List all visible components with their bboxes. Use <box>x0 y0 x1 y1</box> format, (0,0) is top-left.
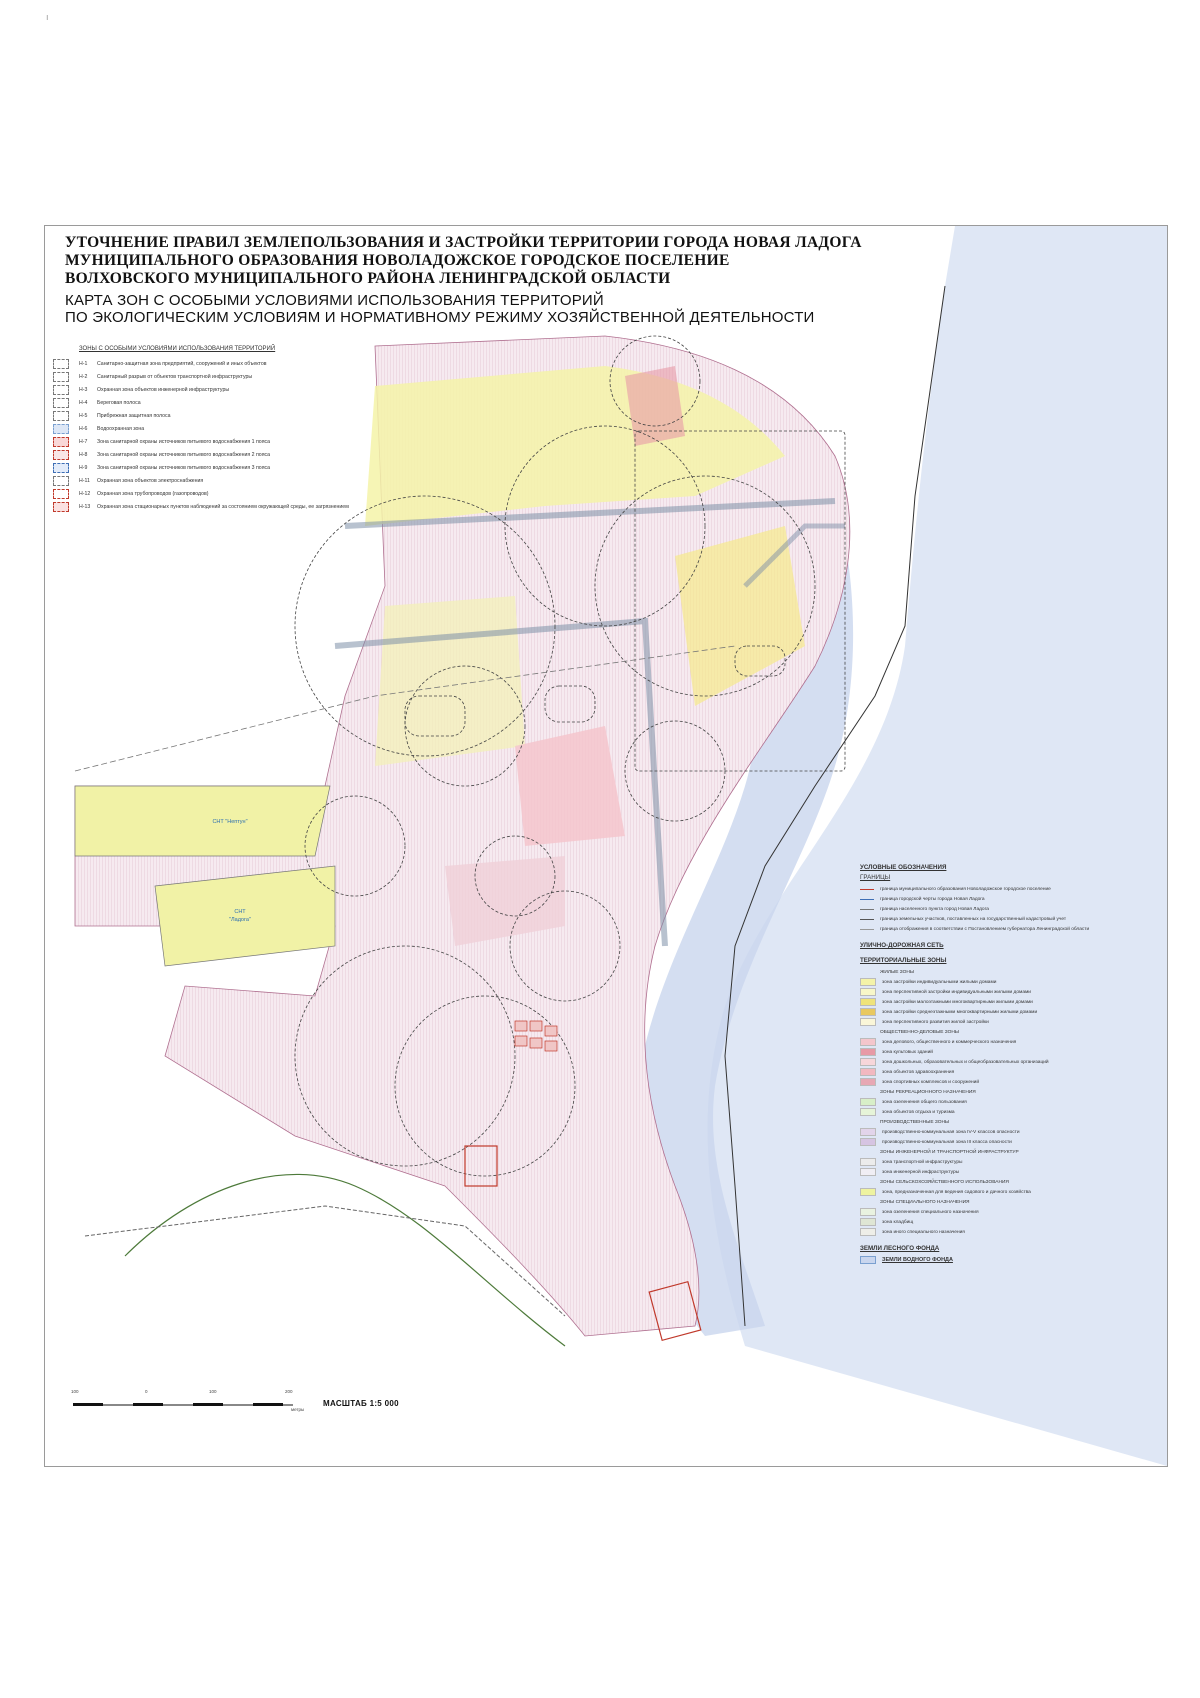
legend-territorial-zone-row <box>860 977 1160 987</box>
legend-zone-swatch <box>53 450 69 460</box>
scale-tick-3: 200 <box>285 1389 293 1394</box>
scale-label: МАСШТАБ 1:5 000 <box>323 1399 399 1408</box>
legend-boundary-row <box>860 914 1160 924</box>
legend-zone-code: Н-11 <box>79 477 90 484</box>
title-line-1: УТОЧНЕНИЕ ПРАВИЛ ЗЕМЛЕПОЛЬЗОВАНИЯ И ЗАСТРОЙКИ ТЕРРИТОРИИ ГОРОДА НОВАЯ ЛАДОГА <box>65 234 862 251</box>
legend-boundary-row <box>860 894 1160 904</box>
legend-territorial-zone-label: зона иного специального назначения <box>882 1229 965 1235</box>
legend-territorial-zone-row <box>860 1167 1160 1177</box>
legend-territorial-zone-swatch <box>860 1218 876 1226</box>
legend-territorial-zone-label: зона озеленения общего пользования <box>882 1099 967 1105</box>
legend-territorial-zone-swatch <box>860 1048 876 1056</box>
legend-zone-row <box>53 474 353 487</box>
legend-territorial-zone-label: производственно-коммунальная зона IV-V классов опасности <box>882 1129 1020 1135</box>
legend-territorial-zone-row <box>860 1047 1160 1057</box>
legend-zone-code: Н-8 <box>79 451 88 458</box>
legend-zone-label: Санитарный разрыв от объектов транспортной инфраструктуры <box>97 373 253 380</box>
legend-zone-code: Н-12 <box>79 490 91 497</box>
legend-boundary-line <box>860 899 874 900</box>
legend-zone-swatch <box>53 359 69 369</box>
title-line-2: МУНИЦИПАЛЬНОГО ОБРАЗОВАНИЯ НОВОЛАДОЖСКОЕ ГОРОДСКОЕ ПОСЕЛЕНИЕ <box>65 252 730 269</box>
legend-territorial-zone-label: зона транспортной инфраструктуры <box>882 1159 963 1165</box>
legend-main <box>860 856 1160 1265</box>
legend-territorial-zone-row <box>860 1057 1160 1067</box>
legend-territorial-zone-label: зона, предназначенная для ведения садового и дачного хозяйства <box>882 1189 1031 1195</box>
legend-boundary-row <box>860 904 1160 914</box>
scale-tick-0: 100 <box>71 1389 79 1394</box>
legend-territorial-zone-label: зона объектов здравоохранения <box>882 1069 955 1075</box>
legend-boundary-label: граница муниципального образования Новоладожское городское поселение <box>880 886 1051 892</box>
legend-zone-swatch <box>53 437 69 447</box>
legend-territorial-zone-row <box>860 1137 1160 1147</box>
legend-zone-label: Прибрежная защитная полоса <box>97 412 171 419</box>
legend-territorial-zone-row <box>860 1017 1160 1027</box>
legend-boundaries-heading: ГРАНИЦЫ <box>860 874 891 881</box>
legend-zone-swatch <box>53 502 69 512</box>
legend-territorial-zone-label: ЗОНЫ СЕЛЬСКОХОЗЯЙСТВЕННОГО ИСПОЛЬЗОВАНИЯ <box>880 1179 1009 1185</box>
legend-zone-code: Н-6 <box>79 425 88 432</box>
legend-zone-row <box>53 500 353 513</box>
legend-territorial-zone-row <box>860 967 1160 977</box>
subtitle-line-1: КАРТА ЗОН С ОСОБЫМИ УСЛОВИЯМИ ИСПОЛЬЗОВАНИЯ ТЕРРИТОРИЙ <box>65 292 604 309</box>
legend-zone-code: Н-5 <box>79 412 88 419</box>
legend-zone-label: Водоохранная зона <box>97 425 145 432</box>
snt-ladoga-label-2: "Ладога" <box>229 917 251 923</box>
legend-zone-row <box>53 383 353 396</box>
legend-zone-row <box>53 396 353 409</box>
legend-boundary-line <box>860 929 874 930</box>
legend-boundary-label: граница отображения в соответствии с Постановлением губернатора Ленинградской области <box>880 926 1090 932</box>
legend-territorial-zone-swatch <box>860 1008 876 1016</box>
legend-territorial-zone-swatch <box>860 1138 876 1146</box>
legend-zone-code: Н-13 <box>79 503 91 510</box>
legend-boundary-row <box>860 924 1160 934</box>
legend-territorial-zone-swatch <box>860 1089 874 1095</box>
legend-zone-swatch <box>53 398 69 408</box>
legend-territorial-zone-label: зона культовых зданий <box>882 1049 933 1055</box>
legend-territorial-zone-swatch <box>860 988 876 996</box>
legend-zone-code: Н-9 <box>79 464 88 471</box>
snt-neptun-label: СНТ "Нептун" <box>212 819 248 825</box>
legend-territorial-zone-row <box>860 1147 1160 1157</box>
legend-territorial-zone-swatch <box>860 1098 876 1106</box>
legend-territorial-zone-label: ОБЩЕСТВЕННО-ДЕЛОВЫЕ ЗОНЫ <box>880 1029 960 1035</box>
legend-territorial-zone-label: зона перспективной застройки индивидуальными жилыми домами <box>882 989 1031 995</box>
legend-territorial-zone-row <box>860 1077 1160 1087</box>
legend-zone-row <box>53 409 353 422</box>
legend-zone-label: Зона санитарной охраны источников питьевого водоснабжения 3 пояса <box>97 464 270 471</box>
legend-territorial-zone-swatch <box>860 1168 876 1176</box>
scale-unit: метры <box>291 1407 305 1412</box>
legend-territorial-zone-row <box>860 1157 1160 1167</box>
legend-territorial-zone-label: ЗОНЫ ИНЖЕНЕРНОЙ И ТРАНСПОРТНОЙ ИНФРАСТРУКТУР <box>880 1149 1019 1155</box>
legend-zone-label: Охранная зона объектов электроснабжения <box>97 477 204 484</box>
legend-territorial-zone-swatch <box>860 1119 874 1125</box>
legend-water-swatch <box>860 1256 876 1264</box>
legend-territorial-zone-swatch <box>860 1038 876 1046</box>
legend-zone-row <box>53 461 353 474</box>
legend-boundary-label: граница городской черты города Новая Ладога <box>880 896 985 902</box>
legend-zone-label: Санитарно-защитная зона предприятий, сооружений и иных объектов <box>97 360 267 367</box>
legend-zones-heading: ТЕРРИТОРИАЛЬНЫЕ ЗОНЫ <box>860 957 947 964</box>
legend-territorial-zone-row <box>860 1027 1160 1037</box>
legend-territorial-zone-label: производственно-коммунальная зона III класса опасности <box>882 1139 1012 1145</box>
legend-zone-row <box>53 422 353 435</box>
legend-zone-code: Н-7 <box>79 438 88 445</box>
zone-business-3 <box>625 366 685 446</box>
scale-tick-2: 100 <box>209 1389 217 1394</box>
legend-territorial-zone-row <box>860 1207 1160 1217</box>
legend-territorial-zone-label: зона делового, общественного и коммерческого назначения <box>882 1039 1017 1045</box>
legend-zone-label: Охранная зона трубопроводов (газопроводов) <box>97 490 209 497</box>
legend-territorial-zone-swatch <box>860 978 876 986</box>
legend-special-zones-heading: ЗОНЫ С ОСОБЫМИ УСЛОВИЯМИ ИСПОЛЬЗОВАНИЯ ТЕРРИТОРИЙ <box>79 346 276 352</box>
legend-territorial-zone-swatch <box>860 1029 874 1035</box>
legend-territorial-zone-label: зона объектов отдыха и туризма <box>882 1109 955 1115</box>
legend-territorial-zone-row <box>860 1087 1160 1097</box>
snt-ladoga-label-1: СНТ <box>234 909 246 915</box>
legend-zone-row <box>53 357 353 370</box>
legend-main-heading: УСЛОВНЫЕ ОБОЗНАЧЕНИЯ <box>860 864 947 871</box>
legend-territorial-zone-swatch <box>860 1068 876 1076</box>
legend-territorial-zone-swatch <box>860 1058 876 1066</box>
legend-zone-swatch <box>53 489 69 499</box>
legend-zone-code: Н-3 <box>79 386 88 393</box>
legend-zone-swatch <box>53 476 69 486</box>
legend-zone-swatch <box>53 372 69 382</box>
legend-territorial-zone-row <box>860 1097 1160 1107</box>
legend-territorial-zone-row <box>860 1227 1160 1237</box>
legend-boundary-label: граница земельных участков, поставленных на государственный кадастровый учет <box>880 916 1067 922</box>
legend-territorial-zone-swatch <box>860 1078 876 1086</box>
legend-territorial-zone-label: зона застройки индивидуальными жилыми домами <box>882 979 997 985</box>
legend-territorial-zone-swatch <box>860 1018 876 1026</box>
legend-boundary-line <box>860 889 874 890</box>
zone-residential-west <box>75 786 330 856</box>
legend-territorial-zone-swatch <box>860 1199 874 1205</box>
legend-territorial-zone-swatch <box>860 1188 876 1196</box>
legend-territorial-zone-swatch <box>860 1228 876 1236</box>
legend-territorial-zone-swatch <box>860 1158 876 1166</box>
legend-territorial-zone-label: ЗОНЫ СПЕЦИАЛЬНОГО НАЗНАЧЕНИЯ <box>880 1199 970 1205</box>
legend-territorial-zone-label: зона застройки среднеэтажными многоквартирными жилыми домами <box>882 1009 1038 1015</box>
legend-territorial-zone-label: зона спортивных комплексов и сооружений <box>882 1079 980 1085</box>
legend-territorial-zone-swatch <box>860 1108 876 1116</box>
legend-territorial-zone-label: зона перспективного развития жилой застройки <box>882 1019 989 1025</box>
legend-zone-swatch <box>53 424 69 434</box>
legend-zone-label: Зона санитарной охраны источников питьевого водоснабжения 1 пояса <box>97 438 270 445</box>
map-sheet <box>44 225 1168 1467</box>
legend-territorial-zone-swatch <box>860 998 876 1006</box>
title-block <box>65 234 1065 326</box>
zone-residential-center <box>375 596 525 766</box>
scan-mark: ı <box>46 12 49 22</box>
legend-zone-label: Охранная зона объектов инженерной инфраструктуры <box>97 386 230 393</box>
legend-territorial-zone-row <box>860 1107 1160 1117</box>
legend-zone-label: Охранная зона стационарных пунктов наблюдений за состоянием окружающей среды, ее загрязнением <box>97 503 349 510</box>
legend-territorial-zone-row <box>860 1067 1160 1077</box>
legend-territorial-zone-row <box>860 1177 1160 1187</box>
subtitle-line-2: ПО ЭКОЛОГИЧЕСКИМ УСЛОВИЯМ И НОРМАТИВНОМУ РЕЖИМУ ХОЗЯЙСТВЕННОЙ ДЕЯТЕЛЬНОСТИ <box>65 309 815 326</box>
legend-boundary-label: граница населенного пункта город Новая Ладога <box>880 906 989 912</box>
legend-water-row <box>860 1255 1160 1265</box>
legend-forest: ЗЕМЛИ ЛЕСНОГО ФОНДА <box>860 1245 940 1252</box>
legend-territorial-zone-row <box>860 1127 1160 1137</box>
scale-bar <box>63 1391 463 1421</box>
legend-territorial-zone-label: ПРОИЗВОДСТВЕННЫЕ ЗОНЫ <box>880 1119 950 1125</box>
legend-territorial-zone-row <box>860 1117 1160 1127</box>
legend-territorial-zone-row <box>860 997 1160 1007</box>
legend-territorial-zone-row <box>860 1197 1160 1207</box>
legend-territorial-zone-label: зона дошкольных, образовательных и общеобразовательных организаций <box>882 1059 1049 1065</box>
legend-territorial-zone-row <box>860 1217 1160 1227</box>
legend-boundary-line <box>860 909 874 910</box>
scale-graphic <box>63 1391 303 1411</box>
scale-tick-1: 0 <box>145 1389 148 1394</box>
legend-territorial-zone-swatch <box>860 1208 876 1216</box>
legend-boundary-row <box>860 884 1160 894</box>
legend-territorial-zone-label: зона инженерной инфраструктуры <box>882 1169 960 1175</box>
legend-zone-row <box>53 448 353 461</box>
legend-territorial-zone-label: ЗОНЫ РЕКРЕАЦИОННОГО НАЗНАЧЕНИЯ <box>880 1089 976 1095</box>
legend-zone-row <box>53 370 353 383</box>
legend-zone-swatch <box>53 385 69 395</box>
legend-zone-code: Н-4 <box>79 399 88 406</box>
legend-boundary-line <box>860 919 874 920</box>
legend-territorial-zone-row <box>860 987 1160 997</box>
legend-territorial-zone-swatch <box>860 1128 876 1136</box>
legend-special-zones <box>53 346 353 513</box>
legend-zone-label: Береговая полоса <box>97 399 141 406</box>
legend-zone-code: Н-1 <box>79 360 88 367</box>
legend-zone-label: Зона санитарной охраны источников питьевого водоснабжения 2 пояса <box>97 451 270 458</box>
legend-territorial-zone-row <box>860 1187 1160 1197</box>
legend-zone-row <box>53 435 353 448</box>
legend-zone-swatch <box>53 411 69 421</box>
legend-territorial-zone-label: зона озеленения специального назначения <box>882 1209 979 1215</box>
legend-zone-swatch <box>53 463 69 473</box>
legend-zone-code: Н-2 <box>79 373 88 380</box>
title-line-3: ВОЛХОВСКОГО МУНИЦИПАЛЬНОГО РАЙОНА ЛЕНИНГРАДСКОЙ ОБЛАСТИ <box>65 270 671 287</box>
legend-territorial-zone-row <box>860 1007 1160 1017</box>
legend-water: ЗЕМЛИ ВОДНОГО ФОНДА <box>882 1257 953 1263</box>
legend-zone-row <box>53 487 353 500</box>
legend-roads-heading: УЛИЧНО-ДОРОЖНАЯ СЕТЬ <box>860 942 944 949</box>
legend-territorial-zone-label: зона кладбищ <box>882 1219 914 1225</box>
legend-territorial-zone-label: ЖИЛЫЕ ЗОНЫ <box>880 969 915 975</box>
legend-territorial-zone-row <box>860 1037 1160 1047</box>
legend-territorial-zone-swatch <box>860 1149 874 1155</box>
legend-territorial-zone-swatch <box>860 1179 874 1185</box>
legend-territorial-zone-label: зона застройки малоэтажными многоквартирными жилыми домами <box>882 999 1033 1005</box>
legend-territorial-zone-swatch <box>860 969 874 975</box>
